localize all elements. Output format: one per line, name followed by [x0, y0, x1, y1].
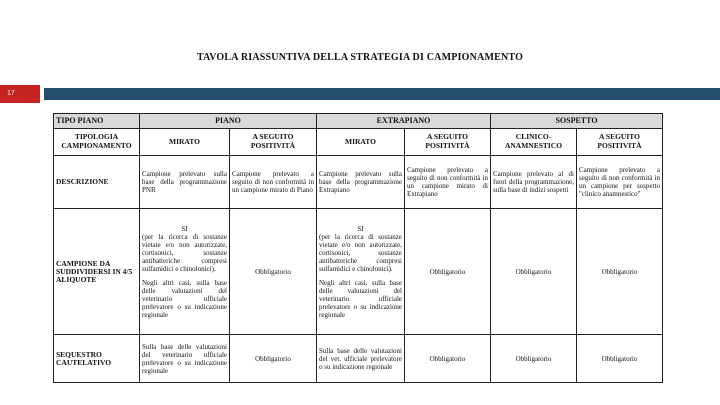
obbligatorio-cell: Obbligatorio [491, 335, 577, 383]
tipologia-cell: MIRATO [140, 129, 230, 156]
tipologia-cell: MIRATO [317, 129, 405, 156]
obbligatorio-cell: Obbligatorio [491, 209, 577, 335]
si-detail-text: (per la ricerca di sostanze vietate e/o non autorizzate, cortisonici, sostanze antibatteriche compresi sulfamidici e chinolonici). [142, 232, 227, 273]
obbligatorio-cell: Obbligatorio [230, 209, 317, 335]
descrizione-cell: Campione prelevato al di fuori della programmazione, sulla base di indizi sospetti [491, 156, 577, 209]
suddivisione-extrapiano-cell [317, 209, 405, 335]
descrizione-cell: Campione prelevato a seguito di non conformità in un campione per sospetto "clinico anamnestico" [577, 156, 663, 209]
suddivisione-piano-cell [140, 209, 230, 335]
extrapiano-header: EXTRAPIANO [317, 114, 491, 129]
obbligatorio-cell: Obbligatorio [405, 335, 491, 383]
descrizione-row [54, 156, 663, 209]
sequestro-piano-cell: Sulla base delle valutazioni del veterinario ufficiale prelevatore o su indicazione regionale [140, 335, 230, 383]
sequestro-extrapiano-cell: Sulla base delle valutazioni del vet. ufficiale prelevatore o su indicazione regionale [317, 335, 405, 383]
tipologia-cell: A SEGUITO POSITIVITÀ [230, 129, 317, 156]
descrizione-cell: Campione prelevato sulla base della programmazione Extrapiano [317, 156, 405, 209]
slide-title: TAVOLA RIASSUNTIVA DELLA STRATEGIA DI CAMPIONAMENTO [196, 52, 524, 63]
header-row [54, 114, 663, 129]
si-detail-text: (per la ricerca di sostanze vietate e/o non autorizzate, cortisonici, sostanze antibatteriche compresi sulfamidici e chinolonici). [319, 232, 402, 273]
si-text: SI [181, 224, 188, 233]
page-number-badge: 17 [0, 85, 40, 103]
sospetto-header: SOSPETTO [491, 114, 663, 129]
altri-casi-text: Negli altri casi, sulla base delle valutazioni del veterinario ufficiale prelevatore o su indicazione regionale [319, 278, 402, 319]
descrizione-label: DESCRIZIONE [54, 156, 140, 209]
tipologia-cell: A SEGUITO POSITIVITÀ [577, 129, 663, 156]
tipo-piano-header: TIPO PIANO [54, 114, 140, 129]
sampling-strategy-table [53, 113, 663, 383]
descrizione-cell: Campione prelevato a seguito di non conformità in un campione mirato di Piano [230, 156, 317, 209]
tipologia-cell: A SEGUITO POSITIVITÀ [405, 129, 491, 156]
obbligatorio-cell: Obbligatorio [577, 335, 663, 383]
altri-casi-text: Negli altri casi, sulla base delle valutazioni del veterinario ufficiale prelevatore o su indicazione regionale [142, 278, 227, 319]
sequestro-label: SEQUESTRO CAUTELATIVO [54, 335, 140, 383]
sequestro-row [54, 335, 663, 383]
tipologia-label: TIPOLOGIA CAMPIONAMENTO [54, 129, 140, 156]
piano-header: PIANO [140, 114, 317, 129]
slide-header-bar [44, 88, 720, 100]
obbligatorio-cell: Obbligatorio [405, 209, 491, 335]
suddivisione-row [54, 209, 663, 335]
si-text: SI [357, 224, 364, 233]
tipologia-row [54, 129, 663, 156]
tipologia-cell: CLINICO-ANAMNESTICO [491, 129, 577, 156]
obbligatorio-cell: Obbligatorio [230, 335, 317, 383]
obbligatorio-cell: Obbligatorio [577, 209, 663, 335]
descrizione-cell: Campione prelevato a seguito di non conformità in un campione mirato di Extrapiano [405, 156, 491, 209]
suddivisione-label: CAMPIONE DA SUDDIVIDERSI IN 4/5 ALIQUOTE [54, 209, 140, 335]
descrizione-cell: Campione prelevato sulla base della programmazione PNR [140, 156, 230, 209]
